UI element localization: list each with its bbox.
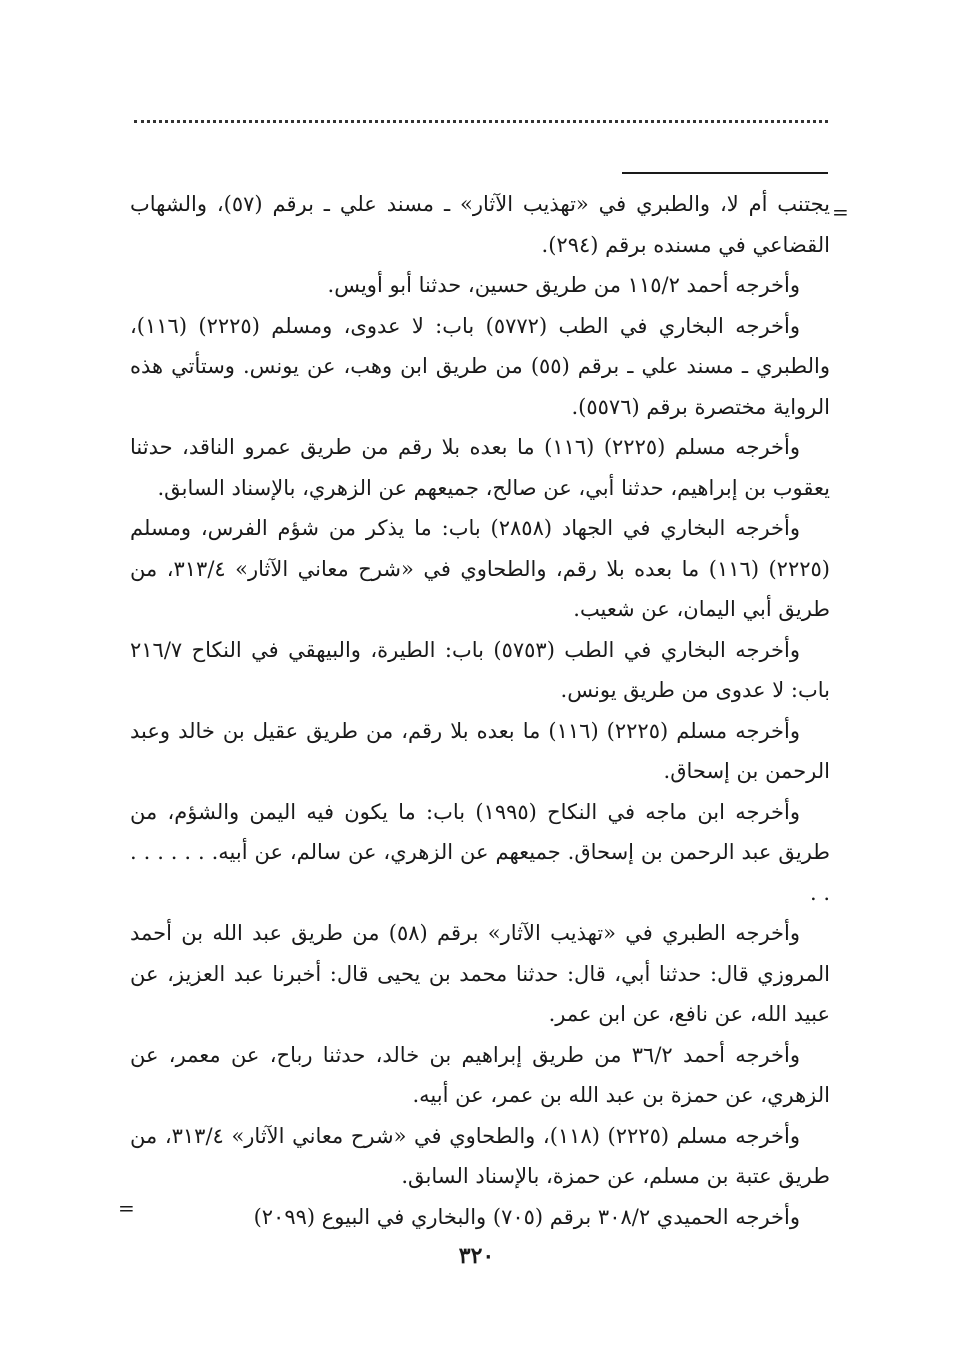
page-number: ٣٢٠ <box>458 1243 495 1269</box>
footnote-paragraph: وأخرجه مسلم (٢٢٢٥) (١١٦) ما بعده بلا رقم من طريق عمرو الناقد، حدثنا يعقوب بن إبراهيم، حدثنا أبي، عن صالح، جميعهم عن الزهري، بالإسناد السابق. <box>130 435 830 500</box>
footnote-paragraph: وأخرجه الحميدي ٣٠٨/٢ برقم (٧٠٥) والبخاري في البيوع (٢٠٩٩) <box>253 1204 800 1229</box>
footnote-paragraph: وأخرجه أحمد ٣٦/٢ من طريق إبراهيم بن خالد، حدثنا رباح، عن معمر، عن الزهري، عن حمزة بن عبد الله بن عمر، عن أبيه. <box>130 1042 830 1107</box>
footnote-paragraph: وأخرجه مسلم (٢٢٢٥) (١١٦) ما بعده بلا رقم، من طريق عقيل بن خالد وعبد الرحمن بن إسحاق. <box>130 718 830 783</box>
footnotes-block <box>130 184 830 1237</box>
footnote-paragraph: وأخرجه البخاري في الجهاد (٢٨٥٨) باب: ما يذكر من شؤم الفرس، ومسلم (٢٢٢٥) (١١٦) ما بعده بلا رقم، والطحاوي في «شرح معاني الآثار» ٣١٣/٤، من طريق أبي اليمان، عن شعيب. <box>130 516 830 621</box>
footnote-paragraph: وأخرجه البخاري في الطب (٥٧٥٣) باب: الطيرة، والبيهقي في النكاح ٢١٦/٧ باب: لا عدوى من طريق يونس. <box>130 637 830 702</box>
footnote-paragraph: وأخرجه أحمد ١١٥/٢ من طريق حسين، حدثنا أبو أويس. <box>327 273 800 297</box>
footnote-paragraph: وأخرجه الطبري في «تهذيب الآثار» برقم (٥٨) من طريق عبد الله بن أحمد المروزي قال: حدثنا أبي، قال: حدثنا محمد بن يحيى قال: أخبرنا عبد العزيز، عن عبيد الله، عن نافع، عن ابن عمر. <box>130 921 830 1026</box>
continuation-mark-top: = <box>832 200 849 224</box>
continuation-mark-bottom: = <box>118 1196 135 1220</box>
footnote-rule <box>622 172 828 174</box>
dotted-separator <box>134 120 828 123</box>
footnote-paragraph: يجتنب أم لا، والطبري في «تهذيب الآثار» ـ مسند علي ـ برقم (٥٧)، والشهاب القضاعي في مسنده برقم (٢٩٤). <box>130 192 830 257</box>
footnote-paragraph: وأخرجه مسلم (٢٢٢٥) (١١٨)، والطحاوي في «شرح معاني الآثار» ٣١٣/٤، من طريق عتبة بن مسلم، عن حمزة، بالإسناد السابق. <box>130 1123 830 1188</box>
footnote-paragraph: وأخرجه ابن ماجه في النكاح (١٩٩٥) باب: ما يكون فيه اليمن والشؤم، من طريق عبد الرحمن بن إسحاق. جميعهم عن الزهري، عن سالم، عن أبيه. . . . . . . . . <box>130 799 830 905</box>
footnote-paragraph: وأخرجه البخاري في الطب (٥٧٧٢) باب: لا عدوى، ومسلم (٢٢٢٥) (١١٦)، والطبري ـ مسند علي ـ برقم (٥٥) من طريق ابن وهب، عن يونس. وستأتي هذه الرواية مختصرة برقم (٥٥٧٦). <box>130 313 830 419</box>
